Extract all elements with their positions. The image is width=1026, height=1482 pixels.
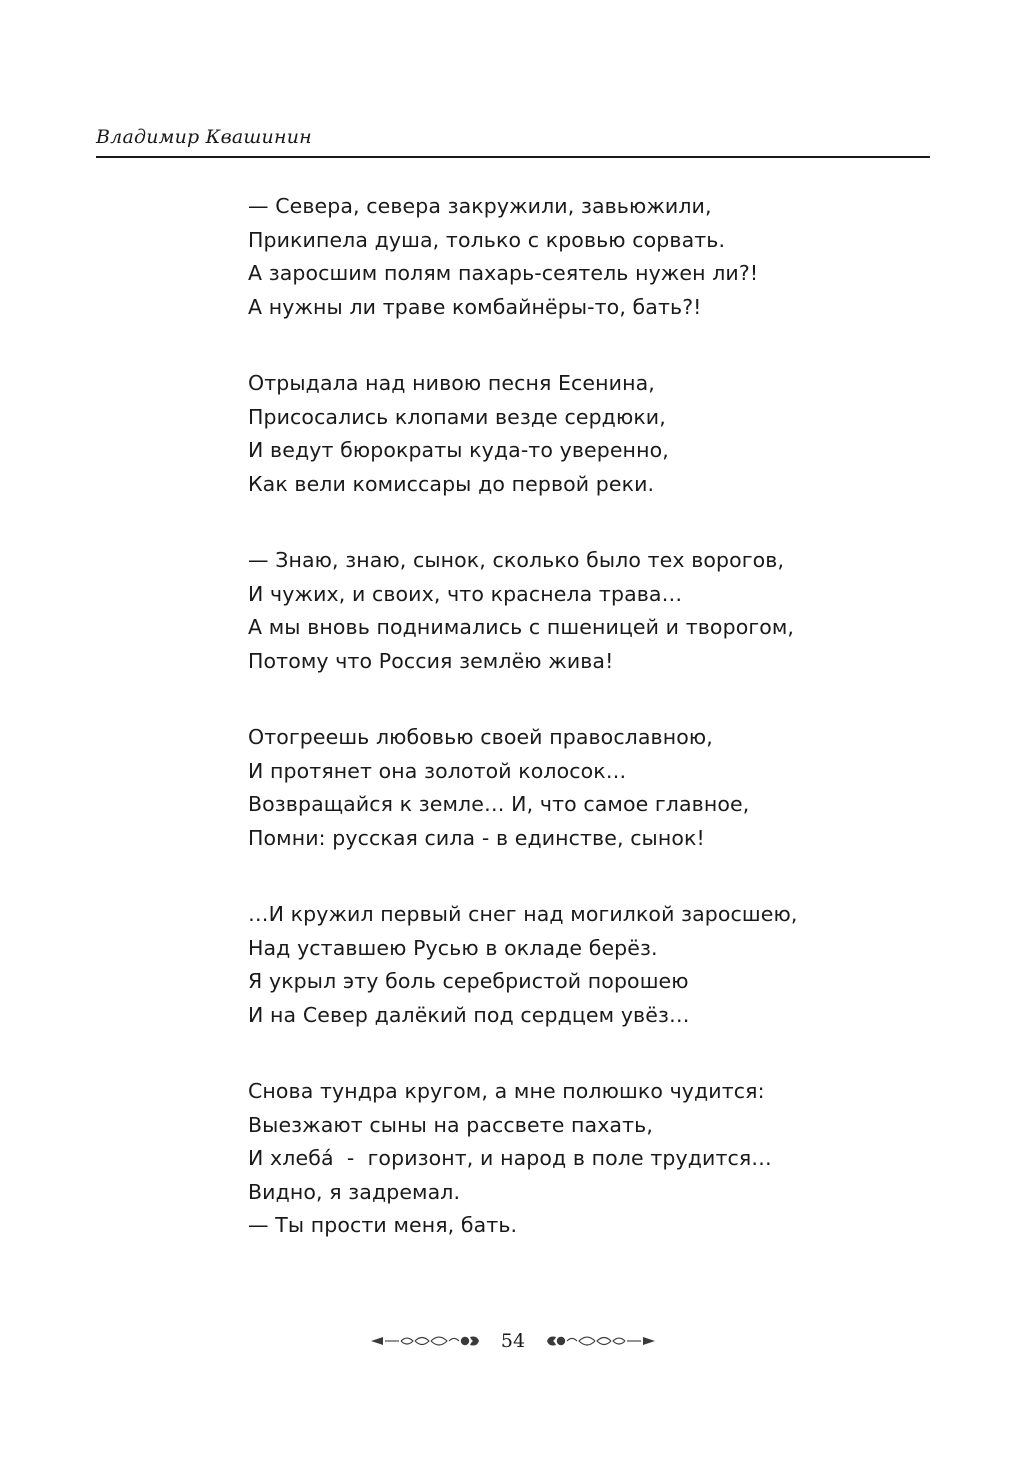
poem-line: Возвращайся к земле… И, что самое главное,: [248, 792, 750, 816]
poem-line: Прикипела душа, только с кровью сорвать.: [248, 227, 726, 252]
poem-line: Как вели комиссары до первой реки.: [248, 471, 655, 496]
stanza: [248, 721, 948, 855]
poem-line: И ведут бюрократы куда-то уверенно,: [248, 438, 669, 462]
poem-line: Я укрыл эту боль серебристой порошею: [248, 969, 689, 993]
poem-line: …И кружил первый снег над могилкой заросшею,: [248, 902, 798, 926]
poem-line: Снова тундра кругом, а мне полюшко чудится:: [248, 1079, 765, 1103]
poem-line: А нужны ли траве комбайнёры-то, бать?!: [248, 294, 702, 319]
decorative-flourish-left-icon: [369, 1330, 489, 1352]
poem-line: — Ты прости меня, бать.: [248, 1213, 518, 1237]
poem-line: А мы вновь поднимались с пшеницей и творогом,: [248, 615, 795, 639]
poem-line: Выезжают сыны на рассвете пахать,: [248, 1112, 653, 1137]
poem-line: Над уставшею Русью в окладе берёз.: [248, 935, 658, 960]
poem-line: И чужих, и своих, что краснела трава…: [248, 581, 683, 606]
poem-body: [248, 190, 948, 1243]
poem-line: И протянет она золотой колосок…: [248, 758, 627, 783]
poem-line: Отрыдала над нивою песня Есенина,: [248, 371, 655, 395]
running-head: [96, 126, 930, 158]
poem-line: — Севера, севера закружили, завьюжили,: [248, 194, 712, 218]
running-head-rule: [96, 156, 930, 158]
page-footer: [0, 1330, 1026, 1352]
poem-line: А заросшим полям пахарь-сеятель нужен ли?!: [248, 261, 759, 285]
poem-line: И на Север далёкий под сердцем увёз…: [248, 1002, 690, 1027]
stanza: [248, 190, 948, 324]
stanza: [248, 544, 948, 678]
poem-line: Помни: русская сила - в единстве, сынок!: [248, 825, 705, 850]
stanza: [248, 367, 948, 501]
stanza: [248, 1075, 948, 1243]
poem-line: И хлеба́ - горизонт, и народ в поле трудится…: [248, 1146, 772, 1170]
running-head-author: Владимир Квашинин: [96, 126, 312, 148]
decorative-flourish-right-icon: [537, 1330, 657, 1352]
poem-line: Присосались клопами везде сердюки,: [248, 404, 666, 429]
stanza: [248, 898, 948, 1032]
poem-line: Потому что Россия землёю жива!: [248, 648, 614, 673]
poem-line: Видно, я задремал.: [248, 1179, 461, 1204]
page-number: 54: [500, 1329, 526, 1352]
poem-line: Отогреешь любовью своей православною,: [248, 725, 713, 749]
poem-line: — Знаю, знаю, сынок, сколько было тех ворогов,: [248, 548, 785, 572]
